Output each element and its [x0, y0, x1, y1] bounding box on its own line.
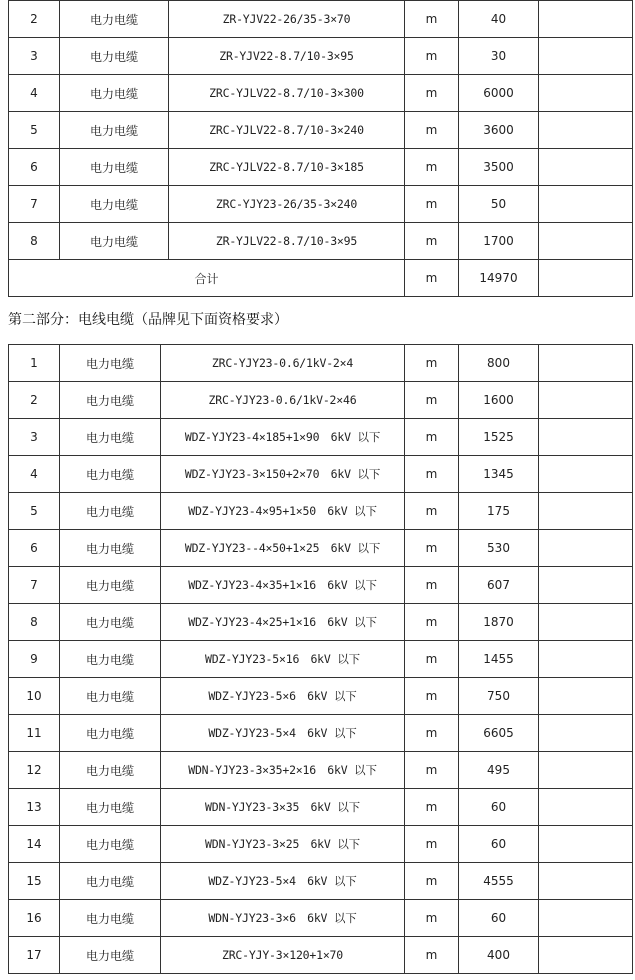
table-row — [9, 186, 633, 223]
row-number: 6 — [9, 149, 60, 186]
row-number: 7 — [9, 567, 60, 604]
item-unit: m — [405, 641, 459, 678]
item-name: 电力电缆 — [60, 567, 161, 604]
item-note — [539, 382, 633, 419]
item-note — [539, 937, 633, 974]
item-unit: m — [405, 604, 459, 641]
item-name: 电力电缆 — [60, 678, 161, 715]
table-row — [9, 493, 633, 530]
item-name: 电力电缆 — [60, 419, 161, 456]
item-unit: m — [405, 149, 459, 186]
item-note — [539, 900, 633, 937]
total-quantity: 14970 — [459, 260, 539, 297]
row-number: 6 — [9, 530, 60, 567]
item-note — [539, 789, 633, 826]
total-label: 合计 — [9, 260, 405, 297]
row-number: 8 — [9, 223, 60, 260]
item-name: 电力电缆 — [60, 345, 161, 382]
item-note — [539, 149, 633, 186]
item-name: 电力电缆 — [60, 112, 169, 149]
item-name: 电力电缆 — [60, 863, 161, 900]
item-unit: m — [405, 186, 459, 223]
row-number: 5 — [9, 493, 60, 530]
item-name: 电力电缆 — [60, 937, 161, 974]
item-quantity: 60 — [459, 826, 539, 863]
row-number: 5 — [9, 112, 60, 149]
table-row — [9, 789, 633, 826]
row-number: 2 — [9, 1, 60, 38]
row-number: 7 — [9, 186, 60, 223]
row-number: 4 — [9, 75, 60, 112]
item-note — [539, 112, 633, 149]
item-spec: ZR-YJV22-8.7/10-3×95 — [169, 38, 405, 75]
item-spec: WDN-YJY23-3×35 6kV 以下 — [161, 789, 405, 826]
item-unit: m — [405, 530, 459, 567]
item-spec: WDZ-YJY23-4×185+1×90 6kV 以下 — [161, 419, 405, 456]
item-note — [539, 678, 633, 715]
item-spec: WDZ-YJY23--4×50+1×25 6kV 以下 — [161, 530, 405, 567]
item-quantity: 750 — [459, 678, 539, 715]
table-row — [9, 38, 633, 75]
item-spec: WDN-YJY23-3×35+2×16 6kV 以下 — [161, 752, 405, 789]
row-number: 16 — [9, 900, 60, 937]
item-spec: ZR-YJV22-26/35-3×70 — [169, 1, 405, 38]
item-name: 电力电缆 — [60, 789, 161, 826]
item-name: 电力电缆 — [60, 752, 161, 789]
item-name: 电力电缆 — [60, 641, 161, 678]
item-note — [539, 456, 633, 493]
item-note — [539, 38, 633, 75]
row-number: 4 — [9, 456, 60, 493]
table-row — [9, 456, 633, 493]
table-row — [9, 75, 633, 112]
item-name: 电力电缆 — [60, 149, 169, 186]
item-unit: m — [405, 456, 459, 493]
item-spec: ZRC-YJY23-0.6/1kV-2×4 — [161, 345, 405, 382]
item-unit: m — [405, 826, 459, 863]
item-quantity: 60 — [459, 789, 539, 826]
item-unit: m — [405, 223, 459, 260]
item-spec: WDZ-YJY23-4×95+1×50 6kV 以下 — [161, 493, 405, 530]
item-note — [539, 530, 633, 567]
table-row — [9, 715, 633, 752]
item-unit: m — [405, 789, 459, 826]
item-unit: m — [405, 937, 459, 974]
item-quantity: 175 — [459, 493, 539, 530]
item-note — [539, 419, 633, 456]
item-name: 电力电缆 — [60, 530, 161, 567]
item-spec: WDZ-YJY23-3×150+2×70 6kV 以下 — [161, 456, 405, 493]
item-quantity: 530 — [459, 530, 539, 567]
item-name: 电力电缆 — [60, 382, 161, 419]
item-spec: ZR-YJLV22-8.7/10-3×95 — [169, 223, 405, 260]
item-name: 电力电缆 — [60, 75, 169, 112]
item-note — [539, 715, 633, 752]
item-unit: m — [405, 382, 459, 419]
table-row — [9, 345, 633, 382]
row-number: 3 — [9, 419, 60, 456]
item-quantity: 1345 — [459, 456, 539, 493]
item-spec: WDZ-YJY23-5×4 6kV 以下 — [161, 715, 405, 752]
row-number: 13 — [9, 789, 60, 826]
item-unit: m — [405, 900, 459, 937]
table-row — [9, 900, 633, 937]
item-quantity: 6605 — [459, 715, 539, 752]
item-name: 电力电缆 — [60, 900, 161, 937]
item-note — [539, 1, 633, 38]
item-name: 电力电缆 — [60, 826, 161, 863]
cable-table-part1 — [8, 0, 633, 297]
item-name: 电力电缆 — [60, 1, 169, 38]
item-quantity: 1525 — [459, 419, 539, 456]
table-row — [9, 382, 633, 419]
item-name: 电力电缆 — [60, 186, 169, 223]
item-note — [539, 604, 633, 641]
row-number: 15 — [9, 863, 60, 900]
item-spec: WDZ-YJY23-5×4 6kV 以下 — [161, 863, 405, 900]
table-row — [9, 567, 633, 604]
table-row — [9, 1, 633, 38]
item-quantity: 40 — [459, 1, 539, 38]
item-note — [539, 863, 633, 900]
item-spec: WDZ-YJY23-5×16 6kV 以下 — [161, 641, 405, 678]
table-row — [9, 112, 633, 149]
total-unit: m — [405, 260, 459, 297]
table-row — [9, 530, 633, 567]
item-quantity: 3600 — [459, 112, 539, 149]
item-quantity: 60 — [459, 900, 539, 937]
item-quantity: 6000 — [459, 75, 539, 112]
item-name: 电力电缆 — [60, 38, 169, 75]
row-number: 12 — [9, 752, 60, 789]
item-name: 电力电缆 — [60, 456, 161, 493]
item-quantity: 607 — [459, 567, 539, 604]
item-note — [539, 641, 633, 678]
item-spec: WDN-YJY23-3×6 6kV 以下 — [161, 900, 405, 937]
item-note — [539, 75, 633, 112]
item-spec: ZRC-YJLV22-8.7/10-3×300 — [169, 75, 405, 112]
cable-table-part2 — [8, 344, 633, 974]
item-note — [539, 223, 633, 260]
row-number: 2 — [9, 382, 60, 419]
item-unit: m — [405, 345, 459, 382]
item-spec: WDZ-YJY23-4×35+1×16 6kV 以下 — [161, 567, 405, 604]
item-note — [539, 826, 633, 863]
item-quantity: 3500 — [459, 149, 539, 186]
table-row — [9, 752, 633, 789]
table-row — [9, 937, 633, 974]
row-number: 1 — [9, 345, 60, 382]
table-row — [9, 419, 633, 456]
row-number: 11 — [9, 715, 60, 752]
item-name: 电力电缆 — [60, 715, 161, 752]
item-spec: WDN-YJY23-3×25 6kV 以下 — [161, 826, 405, 863]
item-unit: m — [405, 1, 459, 38]
item-name: 电力电缆 — [60, 223, 169, 260]
item-spec: ZRC-YJY23-26/35-3×240 — [169, 186, 405, 223]
item-note — [539, 752, 633, 789]
total-row — [9, 260, 633, 297]
item-spec: ZRC-YJLV22-8.7/10-3×185 — [169, 149, 405, 186]
item-quantity: 50 — [459, 186, 539, 223]
item-quantity: 1600 — [459, 382, 539, 419]
section-heading: 第二部分：电线电缆（品牌见下面资格要求） — [8, 312, 288, 328]
row-number: 14 — [9, 826, 60, 863]
row-number: 9 — [9, 641, 60, 678]
item-quantity: 1455 — [459, 641, 539, 678]
table-row — [9, 223, 633, 260]
item-unit: m — [405, 38, 459, 75]
item-note — [539, 493, 633, 530]
item-spec: WDZ-YJY23-4×25+1×16 6kV 以下 — [161, 604, 405, 641]
item-unit: m — [405, 678, 459, 715]
item-spec: ZRC-YJY-3×120+1×70 — [161, 937, 405, 974]
item-quantity: 30 — [459, 38, 539, 75]
cable-table-part1-body — [9, 1, 633, 297]
item-quantity: 800 — [459, 345, 539, 382]
item-quantity: 400 — [459, 937, 539, 974]
row-number: 17 — [9, 937, 60, 974]
row-number: 10 — [9, 678, 60, 715]
item-spec: ZRC-YJLV22-8.7/10-3×240 — [169, 112, 405, 149]
table-row — [9, 678, 633, 715]
item-unit: m — [405, 493, 459, 530]
table-row — [9, 604, 633, 641]
total-note — [539, 260, 633, 297]
table-row — [9, 863, 633, 900]
item-unit: m — [405, 715, 459, 752]
table-row — [9, 641, 633, 678]
item-note — [539, 345, 633, 382]
item-spec: ZRC-YJY23-0.6/1kV-2×46 — [161, 382, 405, 419]
item-unit: m — [405, 112, 459, 149]
item-quantity: 1700 — [459, 223, 539, 260]
item-quantity: 1870 — [459, 604, 539, 641]
item-spec: WDZ-YJY23-5×6 6kV 以下 — [161, 678, 405, 715]
row-number: 8 — [9, 604, 60, 641]
item-unit: m — [405, 863, 459, 900]
cable-table-part2-body — [9, 345, 633, 974]
row-number: 3 — [9, 38, 60, 75]
item-quantity: 495 — [459, 752, 539, 789]
item-name: 电力电缆 — [60, 604, 161, 641]
item-unit: m — [405, 567, 459, 604]
item-unit: m — [405, 75, 459, 112]
item-note — [539, 567, 633, 604]
item-unit: m — [405, 419, 459, 456]
item-name: 电力电缆 — [60, 493, 161, 530]
item-note — [539, 186, 633, 223]
table-row — [9, 826, 633, 863]
item-unit: m — [405, 752, 459, 789]
item-quantity: 4555 — [459, 863, 539, 900]
table-row — [9, 149, 633, 186]
